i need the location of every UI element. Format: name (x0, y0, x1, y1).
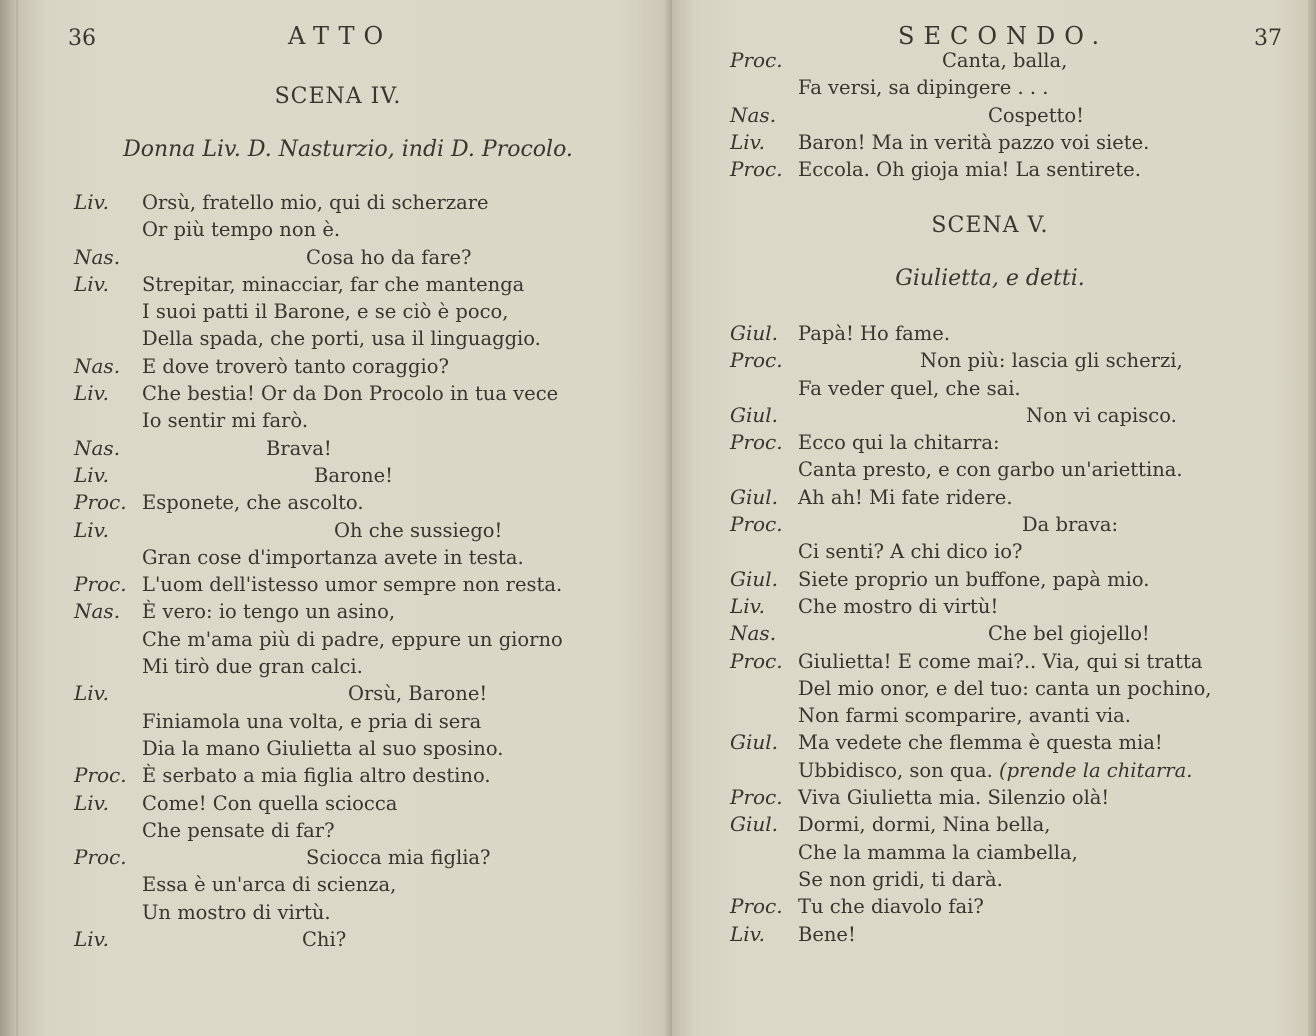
line-text (942, 47, 1067, 74)
line-text-content: È serbato a mia figlia altro destino. (142, 764, 491, 788)
left-running-header: ATTO (288, 22, 393, 50)
line-text (988, 620, 1150, 647)
line-text-content: I suoi patti il Barone, e se ciò è poco, (142, 300, 509, 324)
line-text-content: Esponete, che ascolto. (142, 491, 364, 515)
line-text-content: Ci senti? A chi dico io? (798, 540, 1023, 564)
dialogue-line (730, 866, 1290, 893)
left-scene-title: SCENA IV. (274, 84, 402, 109)
line-text (142, 899, 331, 926)
line-text (798, 839, 1078, 866)
dialogue-line (74, 680, 654, 707)
speaker-name: Proc. (730, 348, 783, 373)
line-text (142, 708, 481, 735)
line-text-content: Cosa ho da fare? (306, 245, 472, 269)
line-text (798, 757, 1192, 784)
dialogue-line (74, 271, 654, 298)
line-text (920, 347, 1183, 374)
line-text (798, 811, 1051, 838)
line-text (798, 648, 1202, 675)
line-text (798, 921, 856, 948)
line-text-content: Fa versi, sa dipingere . . . (798, 76, 1049, 100)
line-text-content: Ubbidisco, son qua. (798, 758, 993, 782)
dialogue-line (74, 298, 654, 325)
line-text-content: Dia la mano Giulietta al suo sposino. (142, 736, 504, 760)
speaker-name: Nas. (74, 435, 121, 460)
dialogue-line (730, 320, 1290, 347)
line-text (142, 626, 563, 653)
line-text (142, 407, 308, 434)
dialogue-line (74, 871, 654, 898)
speaker-name: Liv. (74, 681, 109, 706)
dialogue-line (74, 598, 654, 625)
line-text (142, 817, 335, 844)
dialogue-line (74, 325, 654, 352)
line-text-content: Dormi, dormi, Nina bella, (798, 813, 1051, 837)
speaker-name: Proc. (74, 845, 127, 870)
speaker-name: Giul. (730, 730, 779, 755)
speaker-name: Proc. (730, 894, 783, 919)
line-text (798, 74, 1048, 101)
dialogue-line (730, 566, 1290, 593)
line-text-content: Non vi capisco. (1026, 403, 1177, 427)
speaker-name: Nas. (74, 599, 121, 624)
right-page-number: 37 (1254, 26, 1282, 51)
line-text (798, 566, 1149, 593)
speaker-name: Liv. (74, 517, 109, 542)
line-text-content: Chi? (302, 928, 347, 952)
line-text (266, 435, 332, 462)
left-dialogue (74, 189, 654, 953)
dialogue-line (730, 648, 1290, 675)
dialogue-line (730, 757, 1290, 784)
dialogue-line (74, 790, 654, 817)
line-text-content: Sciocca mia figlia? (306, 846, 491, 870)
line-text-content: Come! Con quella sciocca (142, 791, 398, 815)
line-text-content: Se non gridi, ti darà. (798, 867, 1003, 891)
dialogue-line (74, 735, 654, 762)
line-text-content: Bene! (798, 922, 856, 946)
line-text (798, 893, 984, 920)
dialogue-line (74, 626, 654, 653)
line-text (334, 517, 502, 544)
line-text (798, 129, 1149, 156)
dialogue-line (730, 784, 1290, 811)
line-text (798, 156, 1141, 183)
dialogue-line (730, 129, 1290, 156)
line-text-content: Della spada, che porti, usa il linguaggio. (142, 327, 541, 351)
dialogue-line (74, 517, 654, 544)
right-page (672, 0, 1308, 1036)
line-text (142, 653, 363, 680)
dialogue-line (74, 489, 654, 516)
dialogue-line (74, 189, 654, 216)
speaker-name: Proc. (730, 430, 783, 455)
line-text-content: Papà! Ho fame. (798, 322, 951, 345)
line-text-content: Ma vedete che flemma è questa mia! (798, 731, 1163, 755)
line-text-content: Canta, balla, (942, 49, 1068, 72)
dialogue-line (74, 899, 654, 926)
line-text-content: Non più: lascia gli scherzi, (920, 349, 1183, 373)
speaker-name: Proc. (730, 648, 783, 673)
line-text-content: Strepitar, minacciar, far che mantenga (142, 272, 525, 296)
line-text-content: Giulietta! E come mai?.. Via, qui si tratta (798, 649, 1203, 673)
dialogue-line (74, 844, 654, 871)
line-text (798, 784, 1109, 811)
right-dialogue-top (730, 47, 1290, 183)
speaker-name: Nas. (730, 621, 777, 646)
left-page (16, 0, 672, 1036)
dialogue-line (730, 402, 1290, 429)
right-scene-title: SCENA V. (931, 213, 1049, 238)
line-text-content: Cospetto! (988, 103, 1084, 127)
left-page-edges (0, 0, 16, 1036)
line-text (302, 926, 346, 953)
line-text (306, 244, 471, 271)
dialogue-line (730, 456, 1290, 483)
line-text-content: Finiamola una volta, e pria di sera (142, 709, 482, 733)
dialogue-line (730, 921, 1290, 948)
line-text (142, 189, 489, 216)
dialogue-line (74, 216, 654, 243)
line-text-content: Viva Giulietta mia. Silenzio olà! (798, 786, 1110, 810)
line-text-content: Or più tempo non è. (142, 218, 341, 242)
line-text (142, 380, 558, 407)
speaker-name: Giul. (730, 321, 779, 345)
line-text (142, 353, 449, 380)
speaker-name: Proc. (730, 512, 783, 537)
line-text-content: L'uom dell'istesso umor sempre non resta. (142, 573, 563, 597)
line-text (314, 462, 393, 489)
stage-direction-inline: (prende la chitarra. (999, 758, 1193, 782)
line-text (798, 375, 1021, 402)
dialogue-line (730, 47, 1290, 74)
line-text-content: Baron! Ma in verità pazzo voi siete. (798, 130, 1150, 154)
line-text (142, 762, 491, 789)
line-text-content: Brava! (266, 436, 332, 460)
dialogue-line (730, 729, 1290, 756)
line-text (798, 429, 1000, 456)
speaker-name: Liv. (730, 129, 765, 154)
speaker-name: Liv. (74, 381, 109, 406)
dialogue-line (730, 675, 1290, 702)
line-text (798, 320, 950, 347)
dialogue-line (730, 102, 1290, 129)
dialogue-line (74, 544, 654, 571)
dialogue-line (74, 353, 654, 380)
dialogue-line (730, 620, 1290, 647)
dialogue-line (74, 380, 654, 407)
left-page-number: 36 (68, 26, 96, 51)
dialogue-line (730, 375, 1290, 402)
speaker-name: Proc. (730, 48, 783, 72)
line-text (142, 325, 541, 352)
dialogue-line (730, 538, 1290, 565)
line-text (798, 538, 1022, 565)
line-text-content: È vero: io tengo un asino, (142, 600, 396, 624)
right-running-header: SECONDO. (898, 22, 1109, 50)
line-text-content: Da brava: (1022, 513, 1119, 537)
line-text-content: Fa veder quel, che sai. (798, 376, 1021, 400)
speaker-name: Giul. (730, 566, 779, 591)
line-text-content: E dove troverò tanto coraggio? (142, 354, 449, 378)
line-text (142, 598, 395, 625)
line-text-content: Che m'ama più di padre, eppure un giorno (142, 627, 563, 651)
line-text-content: Io sentir mi farò. (142, 409, 309, 433)
line-text (348, 680, 487, 707)
right-dialogue (730, 320, 1290, 948)
line-text-content: Siete proprio un buffone, papà mio. (798, 567, 1150, 591)
speaker-name: Nas. (74, 353, 121, 378)
line-text (142, 571, 562, 598)
speaker-name: Liv. (730, 593, 765, 618)
dialogue-line (730, 429, 1290, 456)
line-text (798, 484, 1013, 511)
speaker-name: Liv. (74, 462, 109, 487)
dialogue-line (730, 484, 1290, 511)
line-text-content: Canta presto, e con garbo un'ariettina. (798, 458, 1183, 482)
line-text (1026, 402, 1177, 429)
line-text (798, 866, 1003, 893)
line-text (798, 456, 1183, 483)
line-text-content: Del mio onor, e del tuo: canta un pochino, (798, 676, 1212, 700)
line-text (142, 298, 508, 325)
speaker-name: Proc. (74, 763, 127, 788)
line-text-content: Che bestia! Or da Don Procolo in tua vece (142, 382, 559, 406)
right-stage-direction: Giulietta, e detti. (895, 266, 1085, 291)
line-text (798, 593, 998, 620)
line-text-content: Tu che diavolo fai? (798, 895, 984, 919)
line-text-content: Barone! (314, 463, 393, 487)
line-text-content: Oh che sussiego! (334, 518, 503, 542)
speaker-name: Liv. (74, 927, 109, 952)
line-text-content: Che mostro di virtù! (798, 594, 999, 618)
speaker-name: Proc. (74, 572, 127, 597)
line-text-content: Orsù, fratello mio, qui di scherzare (142, 191, 489, 214)
dialogue-line (730, 593, 1290, 620)
dialogue-line (74, 762, 654, 789)
line-text-content: Che la mamma la ciambella, (798, 840, 1078, 864)
dialogue-line (74, 653, 654, 680)
line-text (142, 735, 503, 762)
line-text (142, 544, 524, 571)
dialogue-line (730, 811, 1290, 838)
dialogue-line (730, 839, 1290, 866)
line-text (798, 702, 1131, 729)
dialogue-line (730, 511, 1290, 538)
line-text-content: Gran cose d'importanza avete in testa. (142, 545, 524, 569)
line-text-content: Che pensate di far? (142, 818, 335, 842)
line-text (306, 844, 491, 871)
line-text-content: Orsù, Barone! (348, 682, 488, 706)
dialogue-line (730, 893, 1290, 920)
line-text-content: Che bel giojello! (988, 622, 1150, 646)
right-page-edges (1308, 0, 1316, 1036)
speaker-name: Nas. (730, 102, 777, 127)
left-stage-direction: Donna Liv. D. Nasturzio, indi D. Procolo. (123, 137, 573, 162)
speaker-name: Liv. (74, 271, 109, 296)
dialogue-line (74, 926, 654, 953)
speaker-name: Liv. (730, 921, 765, 946)
speaker-name: Proc. (730, 785, 783, 810)
speaker-name: Liv. (74, 190, 109, 214)
line-text-content: Ecco qui la chitarra: (798, 431, 1000, 455)
speaker-name: Giul. (730, 402, 779, 427)
line-text-content: Mi tirò due gran calci. (142, 655, 363, 679)
line-text-content: Ah ah! Mi fate ridere. (798, 485, 1013, 509)
speaker-name: Giul. (730, 812, 779, 837)
speaker-name: Proc. (730, 157, 783, 182)
dialogue-line (730, 74, 1290, 101)
line-text (142, 216, 340, 243)
line-text (142, 871, 396, 898)
dialogue-line (74, 462, 654, 489)
line-text (142, 271, 524, 298)
dialogue-line (730, 156, 1290, 183)
line-text (142, 489, 364, 516)
dialogue-line (74, 407, 654, 434)
dialogue-line (730, 347, 1290, 374)
line-text (798, 675, 1212, 702)
line-text (988, 102, 1084, 129)
speaker-name: Nas. (74, 244, 121, 269)
speaker-name: Proc. (74, 490, 127, 515)
line-text-content: Non farmi scomparire, avanti via. (798, 704, 1131, 728)
line-text (1022, 511, 1118, 538)
line-text (798, 729, 1163, 756)
dialogue-line (74, 435, 654, 462)
speaker-name: Liv. (74, 790, 109, 815)
line-text (142, 790, 397, 817)
dialogue-line (74, 817, 654, 844)
dialogue-line (74, 244, 654, 271)
dialogue-line (74, 708, 654, 735)
dialogue-line (730, 702, 1290, 729)
line-text-content: Un mostro di virtù. (142, 900, 331, 924)
dialogue-line (74, 571, 654, 598)
line-text-content: Essa è un'arca di scienza, (142, 873, 397, 897)
line-text-content: Eccola. Oh gioja mia! La sentirete. (798, 158, 1141, 182)
speaker-name: Giul. (730, 484, 779, 509)
